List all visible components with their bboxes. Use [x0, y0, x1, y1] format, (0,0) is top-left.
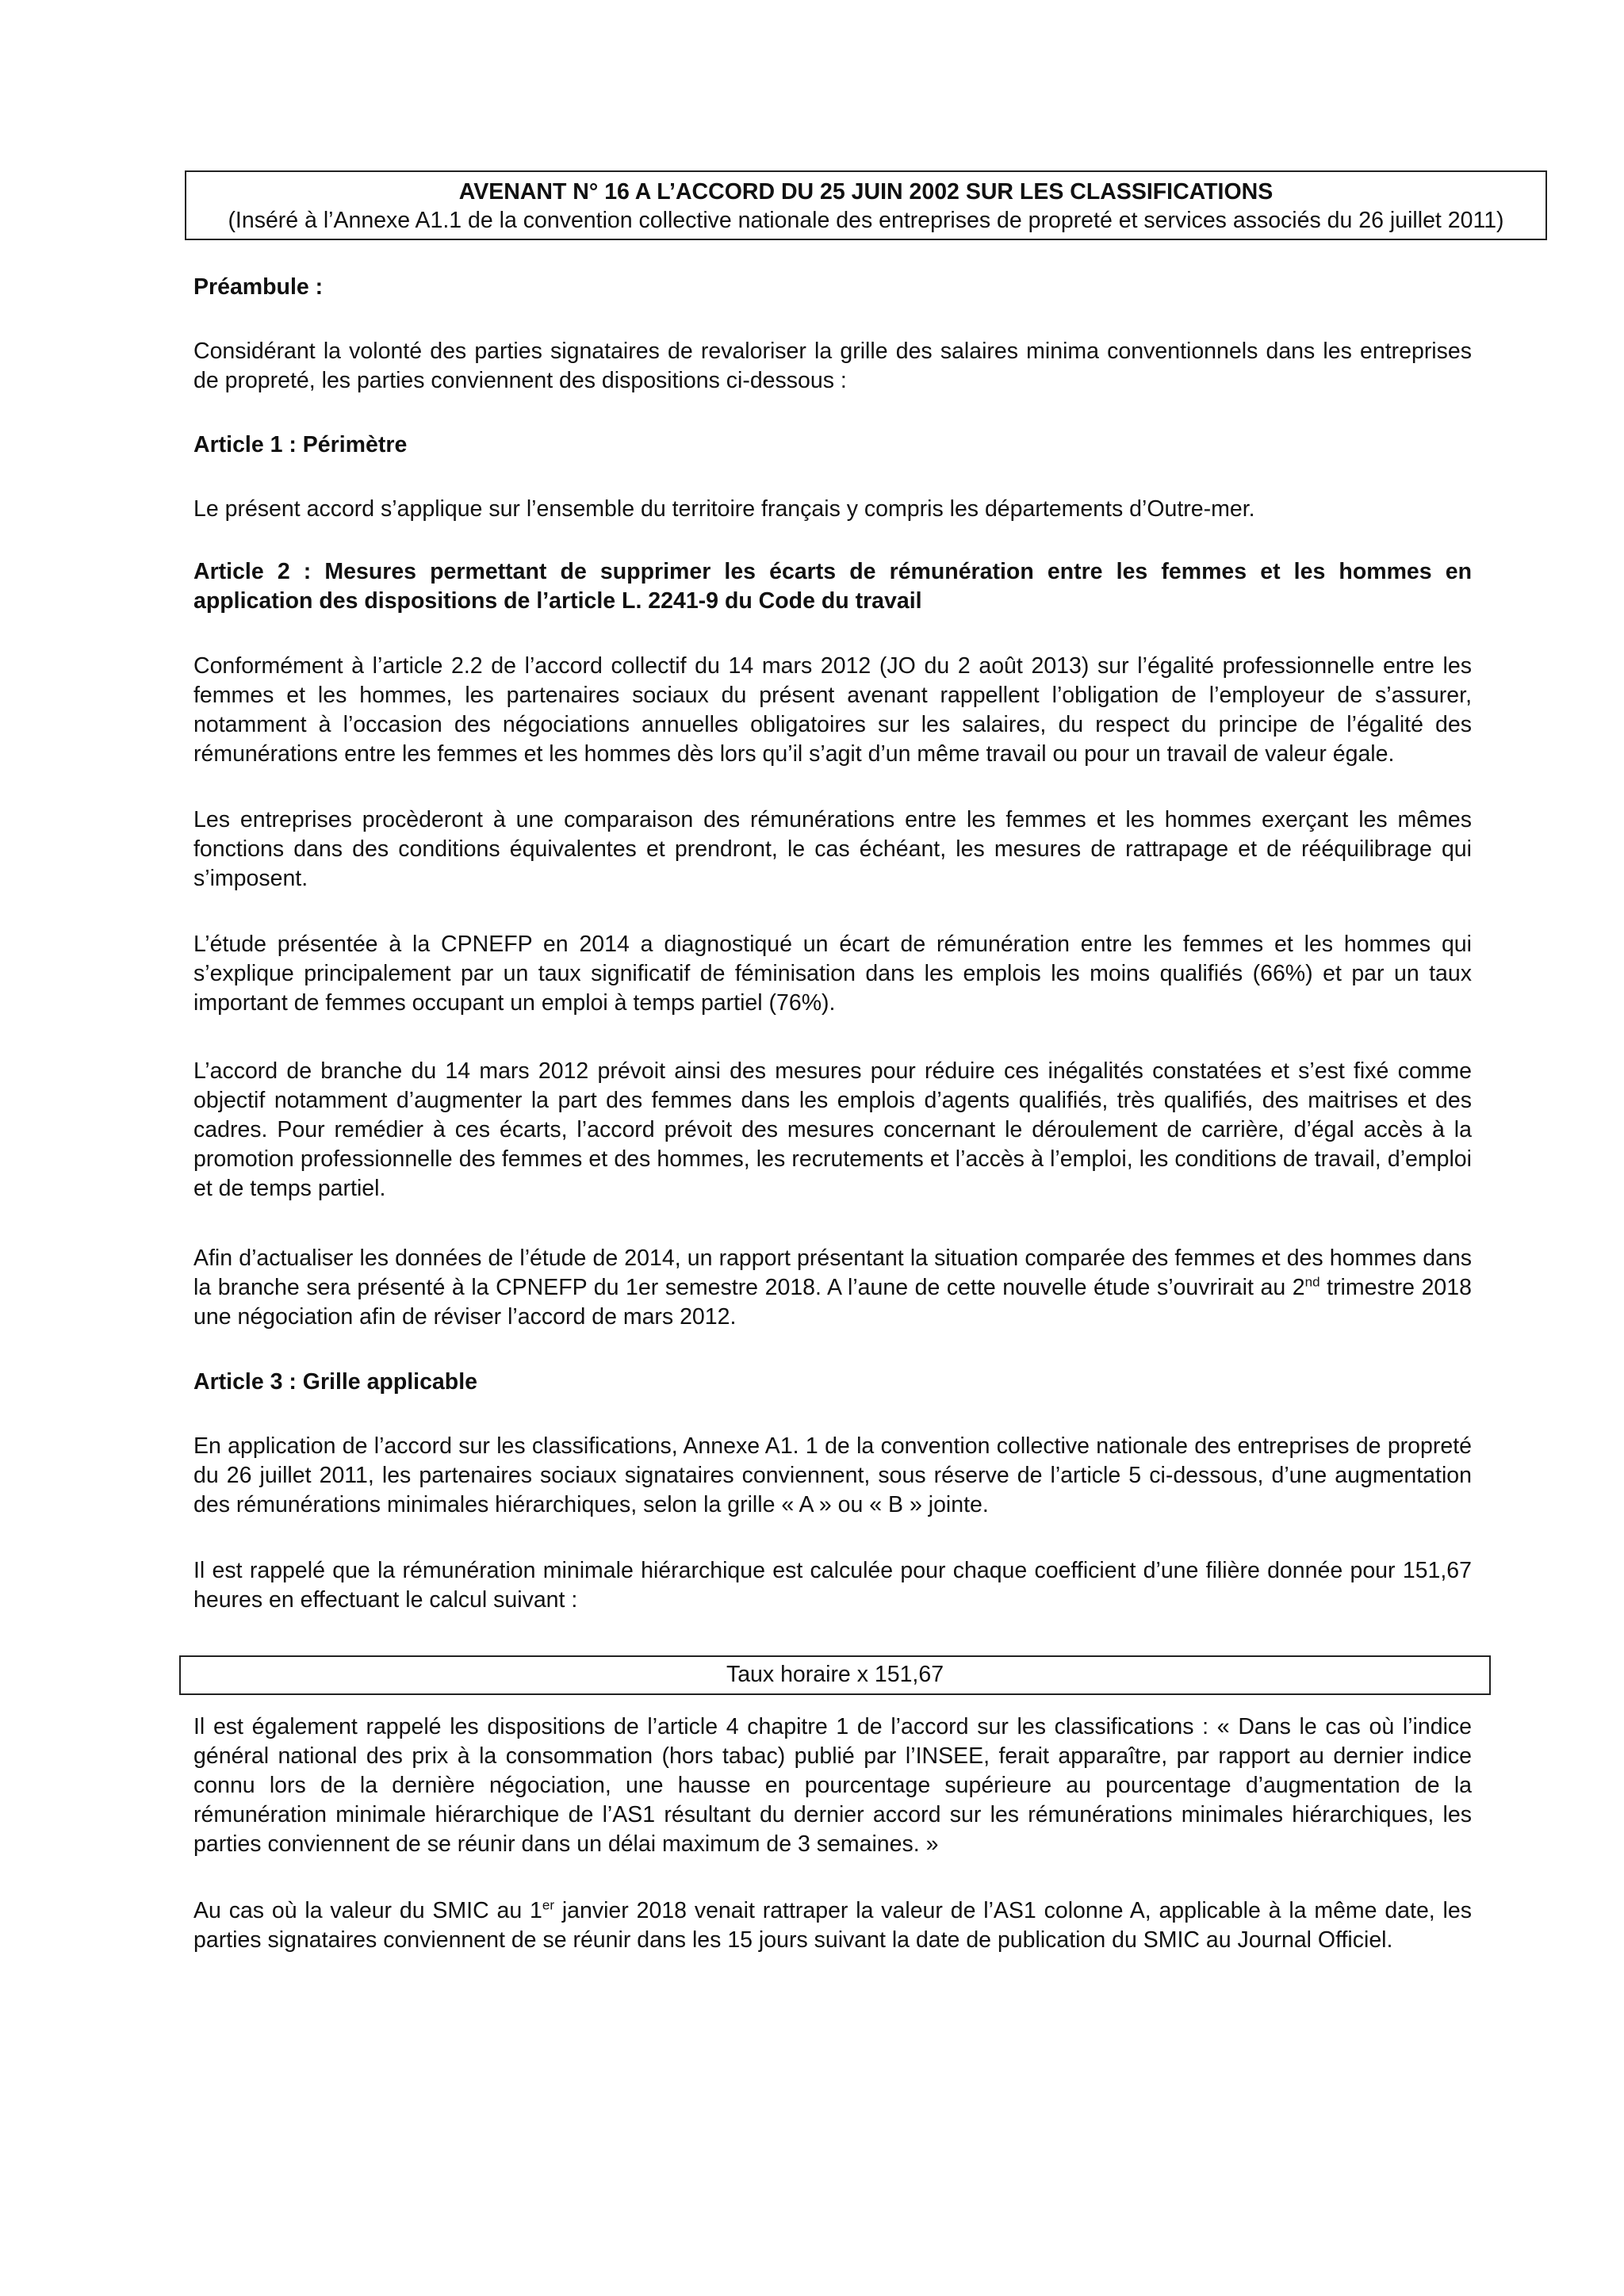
preamble-heading: Préambule :	[193, 274, 324, 300]
article2-paragraph-4: L’accord de branche du 14 mars 2012 prévoit ainsi des mesures pour réduire ces inégalités constatées et s’est fixé comme objectif notamment d’augmenter la part des femmes dans les emplois d’agents qualifiés, très qualifiés, des maitrises et des cadres. Pour remédier à ces écarts, l’accord prévoit des mesures concernant le déroulement de carrière, d’égal accès à la promotion professionnelle des femmes et des hommes, les recrutements et l’accès à l’emploi, les conditions de travail, d’emploi et de temps partiel.	[193, 1058, 1472, 1201]
article3-p4-text-before: Au cas où la valeur du SMIC au 1	[193, 1898, 542, 1923]
document-subtitle: (Inséré à l’Annexe A1.1 de la convention collective nationale des entreprises de propreté et services associés du 26 juillet 2011)	[228, 208, 1504, 233]
article2-p5-text-before: Afin d’actualiser les données de l’étude de 2014, un rapport présentant la situation comparée des femmes et des hommes dans la branche sera présenté à la CPNEFP du 1er semestre 2018. A l’aune de cette nouvelle étude s’ouvrirait au 2	[193, 1246, 1472, 1300]
article2-paragraph-5	[193, 1244, 1472, 1332]
article2-p5-text-after: trimestre 2018 une négociation afin de réviser l’accord de mars 2012.	[193, 1275, 1472, 1330]
preamble-text: Considérant la volonté des parties signataires de revaloriser la grille des salaires minima conventionnels dans les entreprises de propreté, les parties conviennent des dispositions ci-dessous :	[193, 339, 1472, 393]
formula-box	[179, 1655, 1491, 1695]
article1-text: Le présent accord s’applique sur l’ensemble du territoire français y compris les départements d’Outre-mer.	[193, 496, 1255, 522]
article2-p5-superscript: nd	[1304, 1274, 1320, 1290]
article3-p4-superscript: er	[542, 1897, 554, 1913]
title-box	[185, 170, 1547, 240]
article1-heading: Article 1 : Périmètre	[193, 432, 408, 457]
article3-heading: Article 3 : Grille applicable	[193, 1369, 477, 1395]
article3-paragraph-1: En application de l’accord sur les classifications, Annexe A1. 1 de la convention collective nationale des entreprises de propreté du 26 juillet 2011, les partenaires sociaux signataires conviennent, sous réserve de l’article 5 ci-dessous, d’une augmentation des rémunérations minimales hiérarchiques, selon la grille « A » ou « B » jointe.	[193, 1433, 1472, 1517]
article2-paragraph-3: L’étude présentée à la CPNEFP en 2014 a diagnostiqué un écart de rémunération entre les femmes et les hommes qui s’explique principalement par un taux significatif de féminisation dans les emplois les moins qualifiés (66%) et par un taux important de femmes occupant un emploi à temps partiel (76%).	[193, 932, 1472, 1016]
article2-paragraph-2: Les entreprises procèderont à une comparaison des rémunérations entre les femmes et les hommes exerçant les mêmes fonctions dans des conditions équivalentes et prendront, le cas échéant, les mesures de rattrapage et de rééquilibrage qui s’imposent.	[193, 807, 1472, 891]
article3-p4-text-after: janvier 2018 venait rattraper la valeur de l’AS1 colonne A, applicable à la même date, les parties signataires conviennent de se réunir dans les 15 jours suivant la date de publication du SMIC au Journal Officiel.	[193, 1898, 1472, 1953]
article3-paragraph-4	[193, 1896, 1472, 1955]
article3-paragraph-3: Il est également rappelé les dispositions de l’article 4 chapitre 1 de l’accord sur les classifications : « Dans le cas où l’indice général national des prix à la consommation (hors tabac) publié par l’INSEE, ferait apparaître, par rapport au dernier indice connu lors de la dernière négociation, une hausse en pourcentage supérieure au pourcentage d’augmentation de la rémunération minimale hiérarchique de l’AS1 résultant du dernier accord sur les rémunérations minimales hiérarchiques, les parties conviennent de se réunir dans un délai maximum de 3 semaines. »	[193, 1714, 1472, 1857]
article2-paragraph-1: Conformément à l’article 2.2 de l’accord collectif du 14 mars 2012 (JO du 2 août 2013) sur l’égalité professionnelle entre les femmes et les hommes, les partenaires sociaux du présent avenant rappellent l’obligation de l’employeur de s’assurer, notamment à l’occasion des négociations annuelles obligatoires sur les salaires, du respect du principe de l’égalité des rémunérations entre les femmes et les hommes dès lors qu’il s’agit d’un même travail ou pour un travail de valeur égale.	[193, 653, 1472, 767]
article2-heading: Article 2 : Mesures permettant de supprimer les écarts de rémunération entre les femmes et les hommes en application des dispositions de l’article L. 2241-9 du Code du travail	[193, 559, 1472, 614]
article3-paragraph-2: Il est rappelé que la rémunération minimale hiérarchique est calculée pour chaque coefficient d’une filière donnée pour 151,67 heures en effectuant le calcul suivant :	[193, 1558, 1472, 1613]
formula-text: Taux horaire x 151,67	[726, 1662, 944, 1687]
document-title: AVENANT N° 16 A L’ACCORD DU 25 JUIN 2002 SUR LES CLASSIFICATIONS	[458, 179, 1274, 205]
